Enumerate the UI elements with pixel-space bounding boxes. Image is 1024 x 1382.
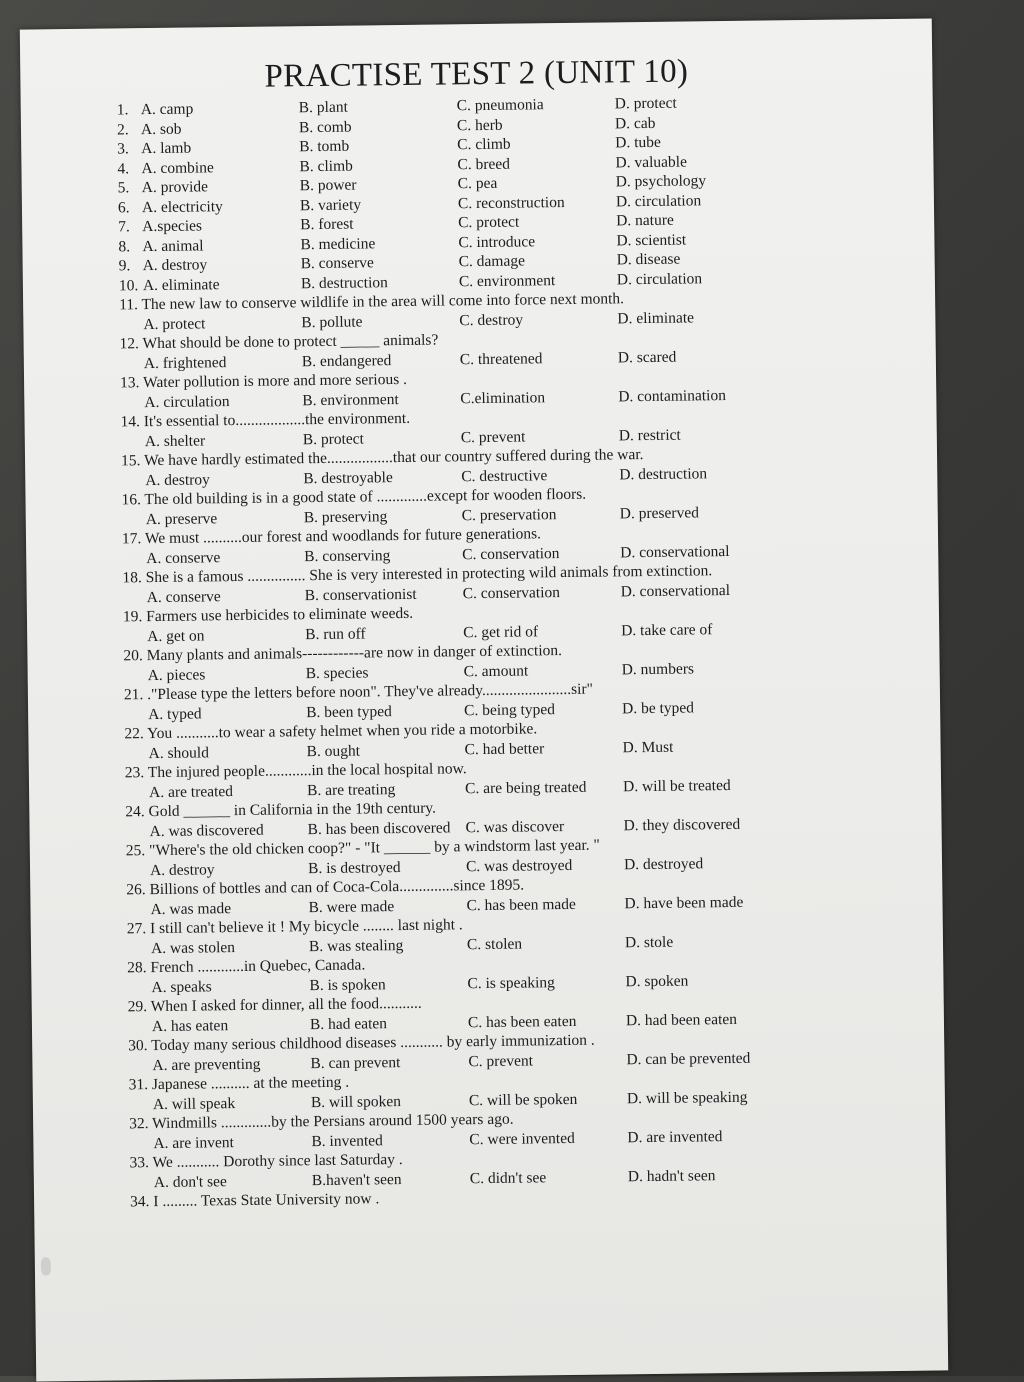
question-stem: 23. The injured people............in the local hospital now. bbox=[124, 760, 467, 782]
option-d: D. circulation bbox=[615, 191, 702, 210]
option-c: C. prevent bbox=[468, 1051, 534, 1070]
option-d: D. disease bbox=[616, 250, 681, 269]
option-d: D. conservational bbox=[620, 542, 730, 561]
option-b: B. has been discovered bbox=[307, 818, 451, 838]
option-a: A. destroy bbox=[149, 860, 215, 879]
option-a: A. conserve bbox=[146, 587, 221, 606]
option-c: C. destructive bbox=[461, 466, 548, 485]
option-c: C. being typed bbox=[464, 700, 556, 719]
option-c: C. are being treated bbox=[464, 778, 587, 797]
option-a: A. destroy bbox=[142, 256, 208, 275]
option-b: B. medicine bbox=[300, 234, 376, 253]
option-d: D. they discovered bbox=[623, 815, 741, 834]
option-b: B. had eaten bbox=[309, 1014, 388, 1033]
option-c: C. stolen bbox=[466, 935, 523, 953]
option-b: B. variety bbox=[299, 195, 362, 214]
question-number: 8. bbox=[118, 237, 131, 255]
option-a: A. preserve bbox=[145, 509, 218, 528]
question-stem: 24. Gold ______ in California in the 19th century. bbox=[125, 799, 437, 821]
option-a: A. speaks bbox=[151, 977, 212, 996]
question-stem: 21. ."Please type the letters before noon". They've already.......................sir" bbox=[123, 680, 593, 704]
option-d: D. stole bbox=[624, 933, 674, 951]
option-a: A. don't see bbox=[153, 1172, 227, 1191]
question-stem: 13. Water pollution is more and more serious . bbox=[119, 370, 408, 392]
option-c: C. were invented bbox=[469, 1129, 575, 1148]
option-d: D. preserved bbox=[619, 503, 700, 522]
option-b: B. preserving bbox=[303, 507, 388, 526]
question-number: 9. bbox=[118, 257, 131, 275]
option-d: D. restrict bbox=[618, 426, 681, 444]
question-stem: 33. We ........... Dorothy since last Saturday . bbox=[129, 1151, 403, 1172]
paper-mark bbox=[41, 1257, 51, 1275]
option-a: A. circulation bbox=[144, 392, 230, 411]
option-a: A. was stolen bbox=[150, 938, 236, 957]
option-b: B. plant bbox=[298, 98, 348, 117]
option-b: B. environment bbox=[302, 390, 399, 409]
option-a: A. will speak bbox=[152, 1094, 236, 1113]
option-a: A. frightened bbox=[143, 353, 227, 372]
option-a: A. provide bbox=[141, 178, 209, 197]
question-list bbox=[117, 91, 931, 1212]
question-stem: 15. We have hardly estimated the.................that our country suffered during the war. bbox=[120, 446, 644, 470]
question-stem: 16. The old building is in a good state of .............except for wooden floors. bbox=[121, 485, 587, 509]
option-a: A. was discovered bbox=[149, 821, 264, 840]
option-a: A. camp bbox=[140, 100, 194, 119]
option-b: B. will spoken bbox=[310, 1092, 401, 1111]
option-a: A. get on bbox=[147, 626, 205, 645]
pronunciation-section bbox=[117, 91, 919, 296]
option-c: C. amount bbox=[463, 661, 529, 680]
question-stem: 32. Windmills .............by the Persians around 1500 years ago. bbox=[129, 1110, 514, 1133]
option-d: D. will be speaking bbox=[626, 1088, 748, 1107]
multiple-choice-section bbox=[119, 286, 930, 1212]
question-stem: 25. "Where's the old chicken coop?" - "It ______ by a windstorm last year. " bbox=[125, 836, 600, 860]
option-d: D. numbers bbox=[621, 659, 695, 678]
option-b: B. conserve bbox=[300, 254, 374, 273]
option-c: C. introduce bbox=[458, 232, 536, 251]
question-stem: 27. I still can't believe it ! My bicycle ........ last night . bbox=[126, 916, 463, 938]
option-c: C. reconstruction bbox=[457, 193, 565, 212]
option-d: D. cab bbox=[614, 114, 656, 132]
option-b: B. endangered bbox=[301, 351, 392, 370]
option-c: C. threatened bbox=[459, 349, 543, 368]
question-number: 2. bbox=[116, 120, 129, 138]
option-c: C. destroy bbox=[459, 310, 524, 329]
question-stem: 34. I ......... Texas State University now . bbox=[130, 1190, 380, 1211]
question-stem: 29. When I asked for dinner, all the food........... bbox=[127, 994, 422, 1016]
option-d: D. will be treated bbox=[622, 776, 731, 795]
option-a: A. combine bbox=[141, 158, 214, 177]
option-a: A. should bbox=[148, 743, 210, 762]
question-stem: 14. It's essential to..................the environment. bbox=[120, 409, 411, 431]
option-c: C. climb bbox=[457, 135, 511, 154]
option-a: A. was made bbox=[150, 899, 232, 918]
option-d: D. scared bbox=[617, 348, 677, 366]
option-a: A. eliminate bbox=[142, 275, 220, 294]
option-d: D. can be prevented bbox=[626, 1049, 751, 1068]
option-b: B. been typed bbox=[306, 702, 392, 721]
page-title: PRACTISE TEST 2 (UNIT 10) bbox=[264, 53, 689, 95]
question-stem: 18. She is a famous ............... She is very interested in protecting wild animals from extinction. bbox=[122, 562, 713, 587]
option-b: B. species bbox=[305, 663, 369, 682]
option-b: B. climb bbox=[299, 157, 353, 175]
option-c: C. get rid of bbox=[463, 622, 539, 641]
option-c: C. was destroyed bbox=[465, 856, 573, 875]
option-c: C. environment bbox=[458, 271, 556, 290]
option-c: C. has been made bbox=[466, 895, 576, 914]
option-d: D. tube bbox=[615, 133, 661, 152]
option-b: B. can prevent bbox=[310, 1053, 401, 1072]
option-d: D. spoken bbox=[625, 972, 689, 990]
option-c: C.elimination bbox=[460, 388, 546, 407]
option-d: D. be typed bbox=[622, 698, 695, 717]
option-d: D. hadn't seen bbox=[627, 1166, 716, 1185]
option-a: A. has eaten bbox=[151, 1016, 229, 1035]
option-c: C. will be spoken bbox=[468, 1090, 578, 1109]
option-b: B. pollute bbox=[301, 312, 363, 331]
question-number: 10. bbox=[118, 276, 139, 294]
option-d: D. psychology bbox=[615, 172, 707, 191]
question-number: 1. bbox=[116, 101, 129, 119]
option-a: A. shelter bbox=[144, 431, 206, 450]
option-d: D. take care of bbox=[621, 620, 713, 639]
option-c: C. prevent bbox=[460, 427, 526, 446]
option-a: A. electricity bbox=[141, 197, 223, 216]
question-number: 7. bbox=[118, 218, 130, 236]
option-d: D. contamination bbox=[618, 386, 727, 405]
option-b: B. ought bbox=[306, 742, 361, 760]
option-c: C. conservation bbox=[462, 544, 560, 563]
option-b: B. tomb bbox=[299, 137, 350, 156]
option-d: D. valuable bbox=[615, 152, 687, 171]
question-number: 4. bbox=[117, 159, 130, 177]
option-c: C. was discover bbox=[465, 817, 565, 836]
option-b: B. forest bbox=[300, 215, 354, 234]
option-b: B. is spoken bbox=[309, 975, 386, 994]
option-c: C. protect bbox=[458, 213, 520, 232]
option-c: C. has been eaten bbox=[467, 1012, 577, 1031]
option-b: B. are treating bbox=[306, 780, 396, 799]
option-d: D. destruction bbox=[619, 464, 708, 483]
option-d: D. are invented bbox=[627, 1127, 723, 1146]
option-b: B. conserving bbox=[304, 546, 391, 565]
question-stem: 28. French ............in Quebec, Canada. bbox=[127, 956, 366, 977]
option-d: D. have been made bbox=[624, 893, 744, 912]
option-a: A. lamb bbox=[141, 139, 192, 158]
option-a: A.species bbox=[142, 217, 203, 236]
question-stem: 30. Today many serious childhood diseases ........... by early immunization . bbox=[128, 1031, 595, 1055]
option-c: C. is speaking bbox=[467, 973, 555, 992]
option-a: A. typed bbox=[148, 704, 202, 723]
question-stem: 19. Farmers use herbicides to eliminate weeds. bbox=[122, 604, 414, 626]
option-b: B. were made bbox=[308, 897, 395, 916]
option-c: C. herb bbox=[456, 116, 503, 134]
question-stem: 20. Many plants and animals------------are now in danger of extinction. bbox=[123, 642, 563, 665]
option-b: B. is destroyed bbox=[307, 858, 401, 877]
option-c: C. damage bbox=[458, 252, 526, 271]
option-c: C. pea bbox=[457, 174, 498, 193]
option-d: D. protect bbox=[614, 94, 677, 113]
question-stem: 31. Japanese .......... at the meeting . bbox=[128, 1073, 350, 1094]
option-c: C. preservation bbox=[461, 505, 557, 524]
option-d: D. circulation bbox=[616, 269, 703, 288]
option-c: C. pneumonia bbox=[456, 96, 544, 115]
option-c: C. had better bbox=[464, 739, 545, 758]
option-c: C. conservation bbox=[462, 583, 561, 602]
question-number: 6. bbox=[117, 198, 130, 216]
option-d: D. destroyed bbox=[623, 854, 704, 873]
option-c: C. breed bbox=[457, 155, 511, 173]
option-a: A. are treated bbox=[148, 782, 234, 801]
option-d: D. eliminate bbox=[617, 308, 695, 327]
option-a: A. destroy bbox=[145, 470, 210, 489]
option-c: C. didn't see bbox=[469, 1168, 547, 1187]
option-a: A. pieces bbox=[147, 665, 206, 684]
option-a: A. are invent bbox=[153, 1133, 234, 1152]
option-a: A. sob bbox=[140, 120, 182, 138]
option-a: A. animal bbox=[142, 236, 204, 255]
option-b: B. protect bbox=[302, 429, 365, 448]
option-a: A. protect bbox=[143, 314, 206, 333]
option-d: D. nature bbox=[616, 211, 674, 230]
option-d: D. scientist bbox=[616, 230, 687, 249]
option-b: B. destroyable bbox=[303, 468, 393, 487]
question-stem: 22. You ...........to wear a safety helmet when you ride a motorbike. bbox=[124, 720, 538, 743]
option-b: B.haven't seen bbox=[311, 1170, 402, 1189]
option-b: B. run off bbox=[305, 624, 366, 643]
option-a: A. are preventing bbox=[152, 1055, 261, 1074]
option-b: B. comb bbox=[298, 118, 352, 136]
worksheet-paper bbox=[20, 18, 948, 1381]
option-d: D. conservational bbox=[620, 581, 731, 600]
option-b: B. was stealing bbox=[308, 936, 404, 955]
option-a: A. conserve bbox=[146, 548, 221, 567]
option-b: B. destruction bbox=[300, 273, 388, 292]
option-b: B. invented bbox=[311, 1131, 383, 1150]
option-b: B. power bbox=[299, 176, 357, 195]
question-stem: 17. We must ..........our forest and woodlands for future generations. bbox=[121, 525, 542, 548]
question-number: 5. bbox=[117, 179, 130, 197]
question-stem: 12. What should be done to protect _____ animals? bbox=[119, 331, 439, 353]
question-stem: 26. Billions of bottles and can of Coca-Cola..............since 1895. bbox=[126, 876, 525, 899]
question-stem: 11. The new law to conserve wildlife in the area will come into force next month. bbox=[119, 290, 625, 314]
option-d: D. Must bbox=[622, 738, 674, 756]
option-d: D. had been eaten bbox=[625, 1010, 738, 1029]
question-number: 3. bbox=[117, 140, 129, 158]
option-b: B. conservationist bbox=[304, 585, 417, 604]
